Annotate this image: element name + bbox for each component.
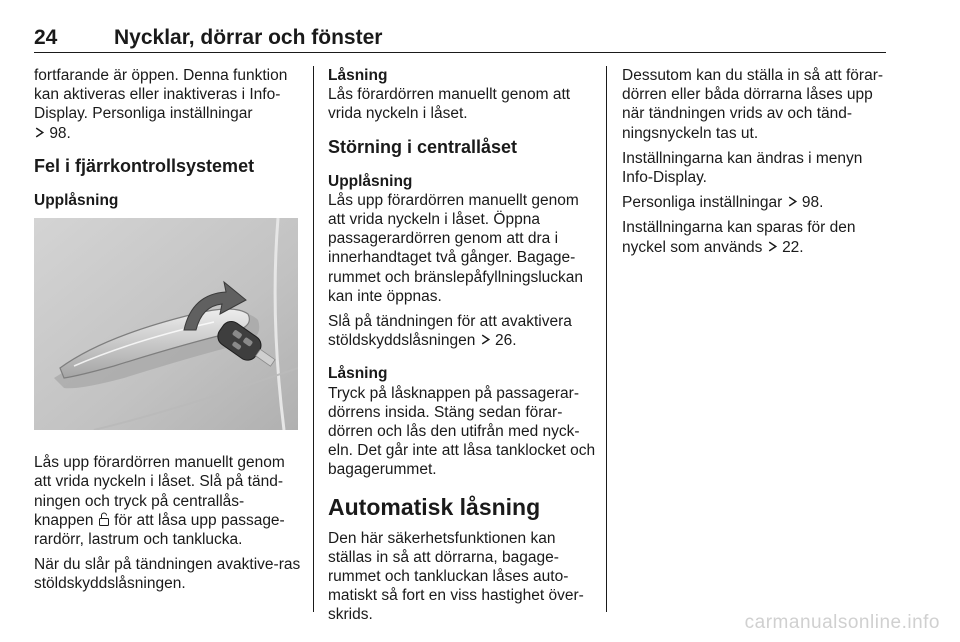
paragraph xyxy=(328,312,596,350)
paragraph-text: för att låsa upp passage-rardörr, lastrum och tanklucka. xyxy=(34,511,285,549)
page-ref-arrow-icon xyxy=(787,196,798,207)
page-ref[interactable]: 26. xyxy=(494,332,517,350)
paragraph: När du slår på tändningen avaktive-ras stöldskyddslåsningen. xyxy=(34,556,301,593)
watermark: carmanualsonline.info xyxy=(744,612,940,633)
door-handle-key-illustration xyxy=(34,218,298,430)
paragraph: Den här säkerhetsfunktionen kan ställas in så att dörrarna, bagage-rummet och tankluckan låses auto-matiskt så fort en viss hastighet över-skrids. xyxy=(328,529,584,624)
paragraph xyxy=(622,193,890,212)
section-heading: Störning i centrallåset xyxy=(328,136,518,157)
paragraph: Lås upp förardörren manuellt genom att vrida nyckeln i låset. Öppna passagerardörren genom att dra i innerhandtaget två gånger. Bagage-rummet och bränslepåfyllningsluckan kan inte öppnas. xyxy=(328,191,584,305)
paragraph xyxy=(622,218,890,256)
page-ref-arrow-icon xyxy=(480,334,491,345)
paragraph: Lås förardörren manuellt genom att vrida nyckeln i låset. xyxy=(328,86,571,123)
chapter-title: Nycklar, dörrar och fönster xyxy=(114,26,383,49)
section-heading-large: Automatisk låsning xyxy=(328,493,541,520)
subheading: Låsning xyxy=(328,365,388,383)
column-3 xyxy=(622,66,890,263)
paragraph-text: Inställningarna kan sparas för den nyckel som används xyxy=(622,219,856,256)
paragraph-text: Slå på tändningen för att avaktivera stöldskyddslåsningen xyxy=(328,313,572,350)
page-header xyxy=(34,26,886,53)
page-ref[interactable]: 22. xyxy=(782,238,804,256)
subheading: Upplåsning xyxy=(328,172,413,190)
page-number: 24 xyxy=(34,26,58,49)
page-ref-arrow-icon xyxy=(34,127,45,138)
paragraph-text: fortfarande är öppen. Denna funktion kan aktiveras eller inaktiveras i Info-Display. Personliga inställningar xyxy=(34,67,288,123)
page-ref[interactable]: 98. xyxy=(801,194,824,212)
column-divider xyxy=(606,66,607,612)
page-ref[interactable]: 98. xyxy=(49,124,71,142)
paragraph: Dessutom kan du ställa in så att förar-dörren eller båda dörrarna låses upp när tändningen vrids av och tänd-ningsnyckeln tas ut. xyxy=(622,67,884,142)
column-divider xyxy=(313,66,314,612)
paragraph xyxy=(34,66,302,143)
paragraph-text: Personliga inställningar xyxy=(622,194,783,212)
page-ref-arrow-icon xyxy=(767,241,778,252)
subheading: Låsning xyxy=(328,67,388,84)
paragraph xyxy=(34,453,302,549)
paragraph: Inställningarna kan ändras i menyn Info-Display. xyxy=(622,149,863,187)
column-1 xyxy=(34,66,302,600)
column-2 xyxy=(328,66,596,631)
section-heading: Fel i fjärrkontrollsystemet xyxy=(34,155,255,176)
subheading: Upplåsning xyxy=(34,191,119,209)
paragraph-text: Lås upp förardörren manuellt genom att vrida nyckeln i låset. Slå på tänd-ningen och tryck på centrallås-knappen xyxy=(34,454,285,529)
paragraph: Tryck på låsknappen på passagerar-dörrens insida. Stäng sedan förar-dörren och lås den utifrån med nyck-eln. Det går inte att låsa tanklocket och bagagerummet. xyxy=(328,384,596,479)
unlock-button-icon xyxy=(98,512,110,527)
